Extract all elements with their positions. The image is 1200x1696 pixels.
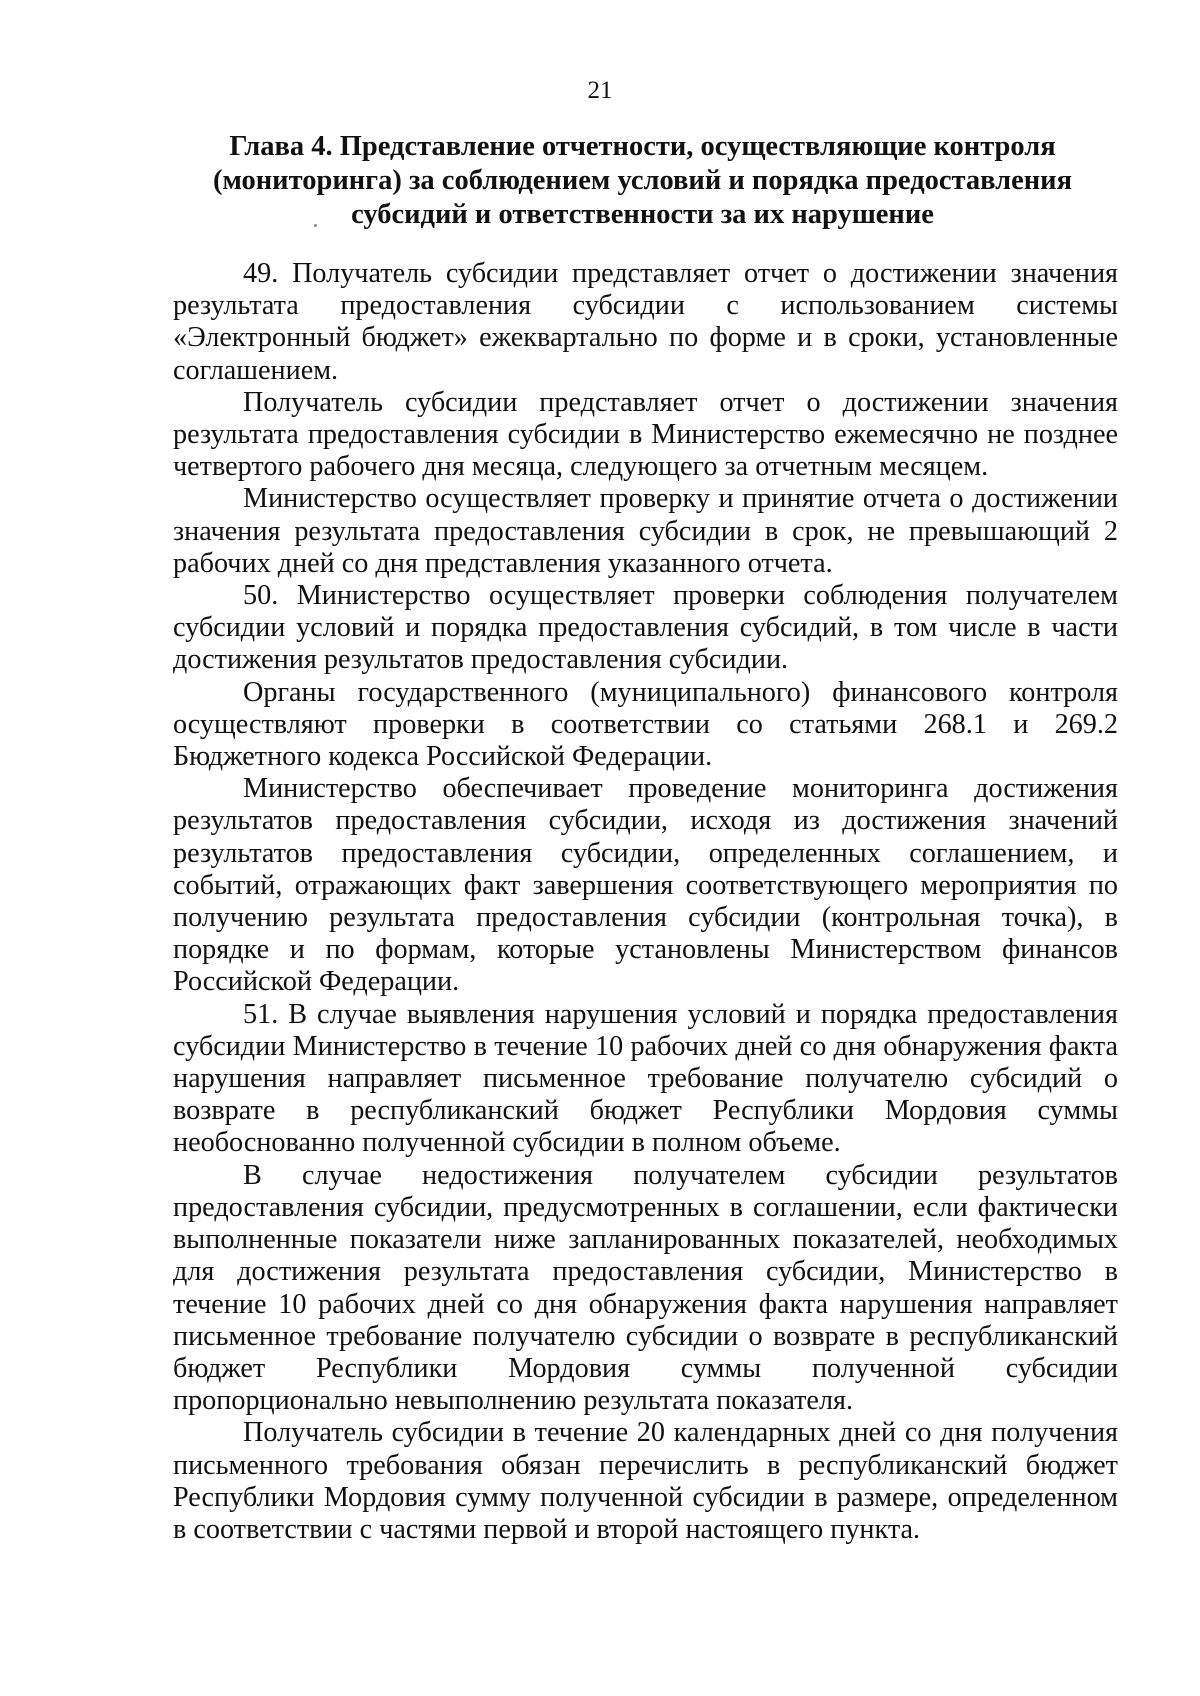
paragraph-49-part-2: Получатель субсидии представляет отчет о достижении значения результата предоставления субсидии в Министерство ежемесячно не позднее четвертого рабочего дня месяца, следующего за отчетным месяцем.	[173, 386, 1118, 483]
paragraph-51-part-3: Получатель субсидии в течение 20 календарных дней со дня получения письменного требования обязан перечислить в республиканский бюджет Республики Мордовия сумму полученной субсидии в размере, определенном в соответствии с частями первой и второй настоящего пункта.	[173, 1417, 1118, 1545]
paragraph-50-part-2: Органы государственного (муниципального) финансового контроля осуществляют проверки в соответствии со статьями 268.1 и 269.2 Бюджетного кодекса Российской Федерации.	[173, 676, 1118, 773]
paragraph-51: 51. В случае выявления нарушения условий и порядка предоставления субсидии Министерство в течение 10 рабочих дней со дня обнаружения факта нарушения направляет письменное требование получателю субсидий о возврате в республиканский бюджет Республики Мордовия суммы необоснованно полученной субсидии в полном объеме.	[173, 998, 1118, 1159]
paragraph-51-part-2: В случае недостижения получателем субсидии результатов предоставления субсидии, предусмотренных в соглашении, если фактически выполненные показатели ниже запланированных показателей, необходимых для достижения результата предоставления субсидии, Министерство в течение 10 рабочих дней со дня обнаружения факта нарушения направляет письменное требование получателю субсидии о возврате в республиканский бюджет Республики Мордовия суммы полученной субсидии пропорционально невыполнению результата показателя.	[173, 1159, 1118, 1417]
paragraph-49: 49. Получатель субсидии представляет отчет о достижении значения результата предоставления субсидии с использованием системы «Электронный бюджет» ежеквартально по форме и в сроки, установленные соглашением.	[173, 258, 1118, 386]
paragraph-49-part-3: Министерство осуществляет проверку и принятие отчета о достижении значения результата предоставления субсидии в срок, не превышающий 2 рабочих дней со дня представления указанного отчета.	[173, 483, 1118, 579]
paragraph-50: 50. Министерство осуществляет проверки соблюдения получателем субсидии условий и порядка предоставления субсидий, в том числе в части достижения результатов предоставления субсидии.	[173, 580, 1118, 676]
document-body	[173, 258, 1118, 1546]
chapter-title: Глава 4. Представление отчетности, осуществляющие контроля (мониторинга) за соблюдением условий и порядка предоставления субсидий и ответственности за их нарушение	[212, 131, 1073, 230]
page-number: 21	[587, 77, 613, 104]
scan-speck	[314, 224, 317, 227]
paragraph-50-part-3: Министерство обеспечивает проведение мониторинга достижения результатов предоставления субсидии, исходя из достижения значений результатов предоставления субсидии, определенных соглашением, и событий, отражающих факт завершения соответствующего мероприятия по получению результата предоставления субсидии (контрольная точка), в порядке и по формам, которые установлены Министерством финансов Российской Федерации.	[173, 773, 1118, 998]
